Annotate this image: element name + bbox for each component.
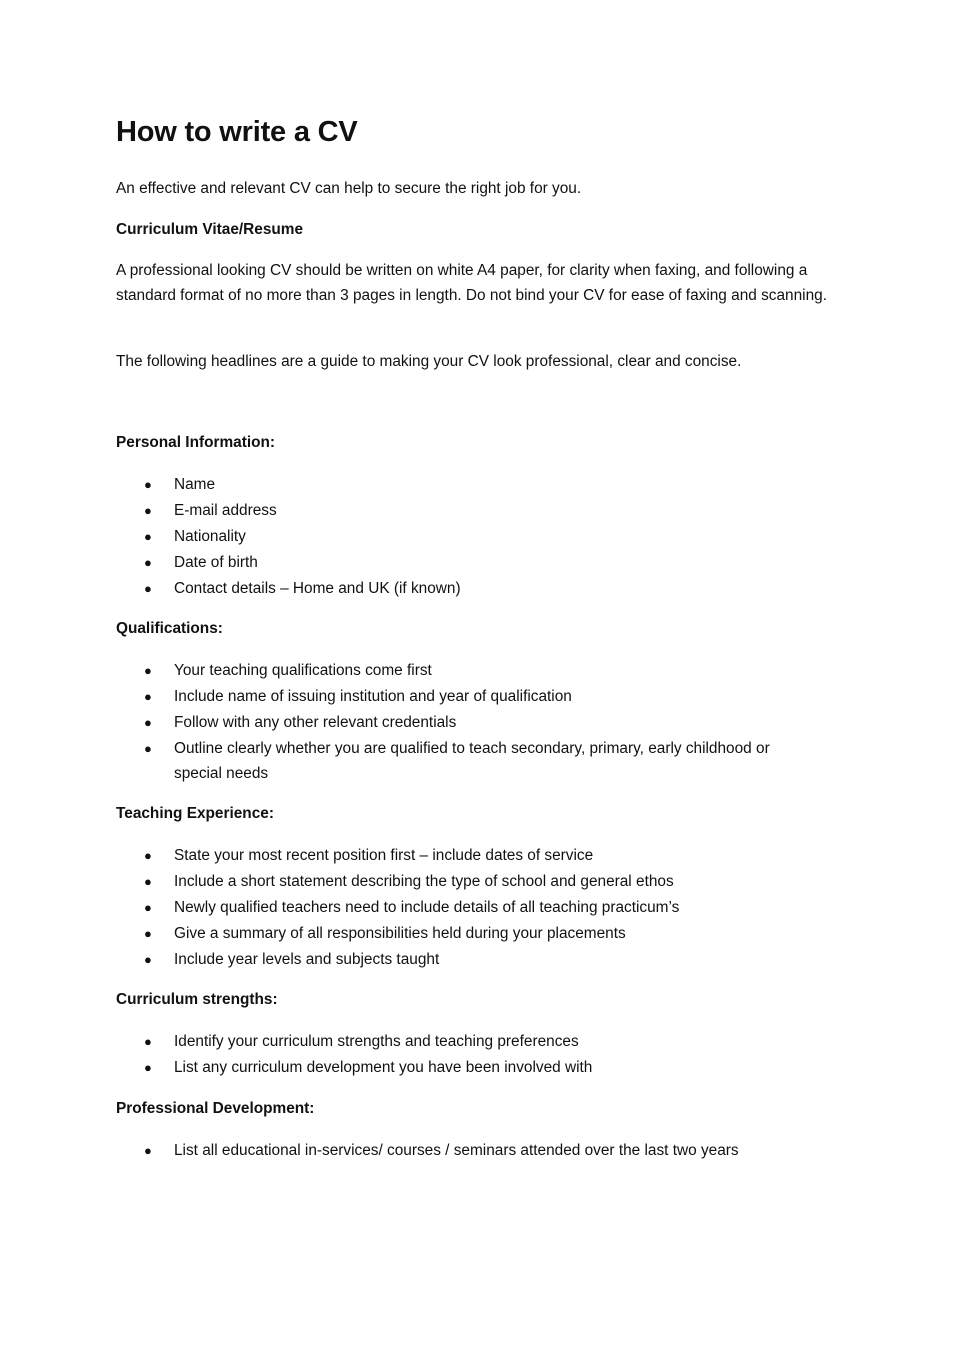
guide-paragraph: The following headlines are a guide to making your CV look professional, clear and concise. [116, 353, 742, 370]
bullet-icon: ● [144, 529, 152, 544]
section-heading-qualifications: Qualifications: [116, 620, 223, 637]
list-item-text: Date of birth [174, 554, 258, 571]
bullet-icon: ● [144, 555, 152, 570]
list-item [116, 1029, 856, 1054]
list-item [116, 895, 856, 920]
list-item-text: Follow with any other relevant credentials [174, 714, 457, 731]
bullet-icon: ● [144, 741, 152, 756]
list-item [116, 472, 856, 497]
bullet-icon: ● [144, 1034, 152, 1049]
list-item-text: Include name of issuing institution and year of qualification [174, 688, 572, 705]
intro-paragraph: An effective and relevant CV can help to secure the right job for you. [116, 180, 582, 197]
personal-information-list [116, 472, 856, 602]
list-item-text: Newly qualified teachers need to include details of all teaching practicum’s [174, 899, 680, 916]
bullet-icon: ● [144, 581, 152, 596]
bullet-icon: ● [144, 477, 152, 492]
qualifications-list [116, 658, 856, 787]
section-heading-personal-information: Personal Information: [116, 434, 276, 451]
list-item-text: E-mail address [174, 502, 277, 519]
bullet-icon: ● [144, 900, 152, 915]
bullet-icon: ● [144, 1060, 152, 1075]
list-item-text: Your teaching qualifications come first [174, 662, 432, 679]
list-item [116, 921, 856, 946]
list-item [116, 1055, 856, 1080]
list-item [116, 658, 856, 683]
list-item [116, 498, 856, 523]
list-item [116, 947, 856, 972]
bullet-icon: ● [144, 1143, 152, 1158]
list-item [116, 576, 856, 601]
list-item-text: Identify your curriculum strengths and teaching preferences [174, 1033, 579, 1050]
professional-development-list [116, 1138, 856, 1164]
bullet-icon: ● [144, 689, 152, 704]
cv-heading: Curriculum Vitae/Resume [116, 221, 304, 238]
list-item-text: Give a summary of all responsibilities held during your placements [174, 925, 626, 942]
list-item-text: List all educational in-services/ courses / seminars attended over the last two years [174, 1142, 739, 1159]
bullet-icon: ● [144, 663, 152, 678]
teaching-experience-list [116, 843, 856, 973]
bullet-icon: ● [144, 503, 152, 518]
list-item-text: Include a short statement describing the type of school and general ethos [174, 873, 674, 890]
list-item-text: Name [174, 476, 216, 493]
bullet-icon: ● [144, 848, 152, 863]
cv-paragraph: A professional looking CV should be written on white A4 paper, for clarity when faxing, and following a standard format of no more than 3 pages in length. Do not bind your CV for ease of faxing and scanning. [116, 262, 827, 304]
section-heading-curriculum-strengths: Curriculum strengths: [116, 991, 278, 1008]
curriculum-strengths-list [116, 1029, 856, 1081]
bullet-icon: ● [144, 926, 152, 941]
section-heading-teaching-experience: Teaching Experience: [116, 805, 274, 822]
list-item-text: Contact details – Home and UK (if known) [174, 580, 461, 597]
list-item-text: Nationality [174, 528, 246, 545]
bullet-icon: ● [144, 952, 152, 967]
list-item [116, 524, 856, 549]
list-item-text: Include year levels and subjects taught [174, 951, 440, 968]
list-item [116, 869, 856, 894]
list-item [116, 1138, 856, 1163]
list-item [116, 843, 856, 868]
bullet-icon: ● [144, 715, 152, 730]
list-item-text: State your most recent position first – include dates of service [174, 847, 594, 864]
bullet-icon: ● [144, 874, 152, 889]
list-item-text: Outline clearly whether you are qualified to teach secondary, primary, early childhood or special needs [174, 740, 770, 782]
page-title: How to write a CV [116, 116, 358, 148]
section-heading-professional-development: Professional Development: [116, 1100, 315, 1117]
list-item [116, 684, 856, 709]
list-item-text: List any curriculum development you have been involved with [174, 1059, 593, 1076]
list-item [116, 736, 814, 786]
list-item [116, 710, 856, 735]
list-item [116, 550, 856, 575]
